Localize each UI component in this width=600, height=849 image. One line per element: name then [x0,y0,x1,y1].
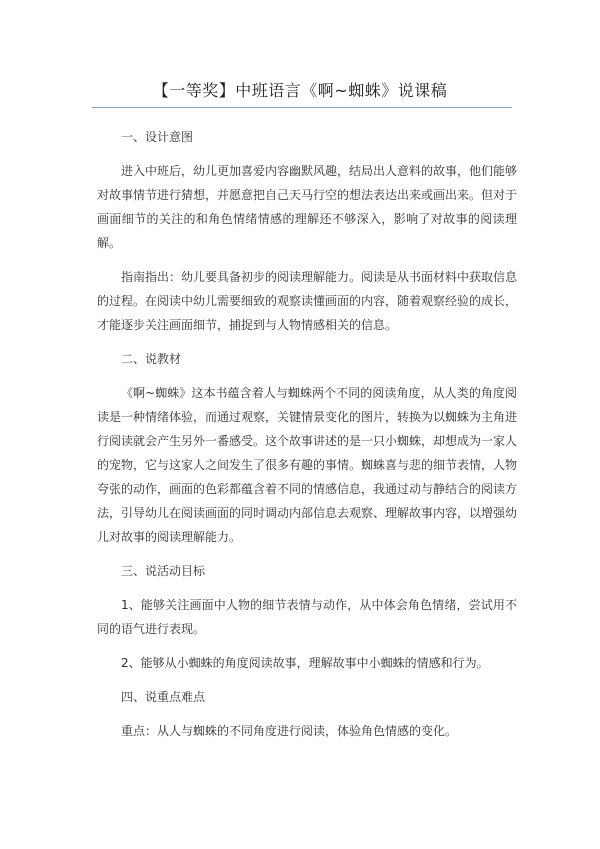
paragraph: 《啊~蜘蛛》这本书蕴含着人与蜘蛛两个不同的阅读角度，从人类的角度阅读是一种情绪体验，而通过观察，关键情景变化的图片，转换为以蜘蛛为主角进行阅读就会产生另外一番感受。这个故事讲述的是一只小蜘蛛，却想成为一家人的宠物，它与这家人之间发生了很多有趣的事情。蜘蛛喜与悲的细节表情，人物夸张的动作，画面的色彩都蕴含着不同的情感信息，我通过动与静结合的阅读方法，引导幼儿在阅读画面的同时调动内部信息去观察、理解故事内容，以增强幼儿对故事的阅读理解能力。 [97,386,518,544]
section-heading: 二、说教材 [121,352,182,366]
paragraph: 指南指出：幼儿要具备初步的阅读理解能力。阅读是从书面材料中获取信息的过程。在阅读中幼儿需要细致的观察读懂画面的内容，随着观察经验的成长，才能逐步关注画面细节，捕捉到与人物情感相关的信息。 [97,270,518,332]
section-heading: 四、说重点难点 [121,690,206,704]
section-design-intent [97,125,517,337]
paragraph: 2、能够从小蜘蛛的角度阅读故事，理解故事中小蜘蛛的情感和行为。 [121,656,489,670]
section-heading: 一、设计意图 [121,130,194,144]
section-heading: 三、说活动目标 [121,564,206,578]
section-teaching-material [97,347,517,549]
document-body [97,125,517,753]
paragraph: 重点：从人与蜘蛛的不同角度进行阅读，体验角色情感的变化。 [121,724,458,738]
title-underline [92,107,512,108]
document-title: 【一等奖】中班语言《啊~蜘蛛》说课稿 [152,81,448,100]
section-activity-goals [97,559,517,675]
paragraph: 1、能够关注画面中人物的细节表情与动作，从中体会角色情绪，尝试用不同的语气进行表现。 [97,598,517,636]
paragraph: 进入中班后，幼儿更加喜爱内容幽默风趣，结局出人意料的故事，他们能够对故事情节进行猜想，并愿意把自己天马行空的想法表达出来或画出来。但对于画面细节的关注的和角色情绪情感的理解还不够深入，影响了对故事的阅读理解。 [97,164,518,250]
section-key-points [97,685,517,743]
